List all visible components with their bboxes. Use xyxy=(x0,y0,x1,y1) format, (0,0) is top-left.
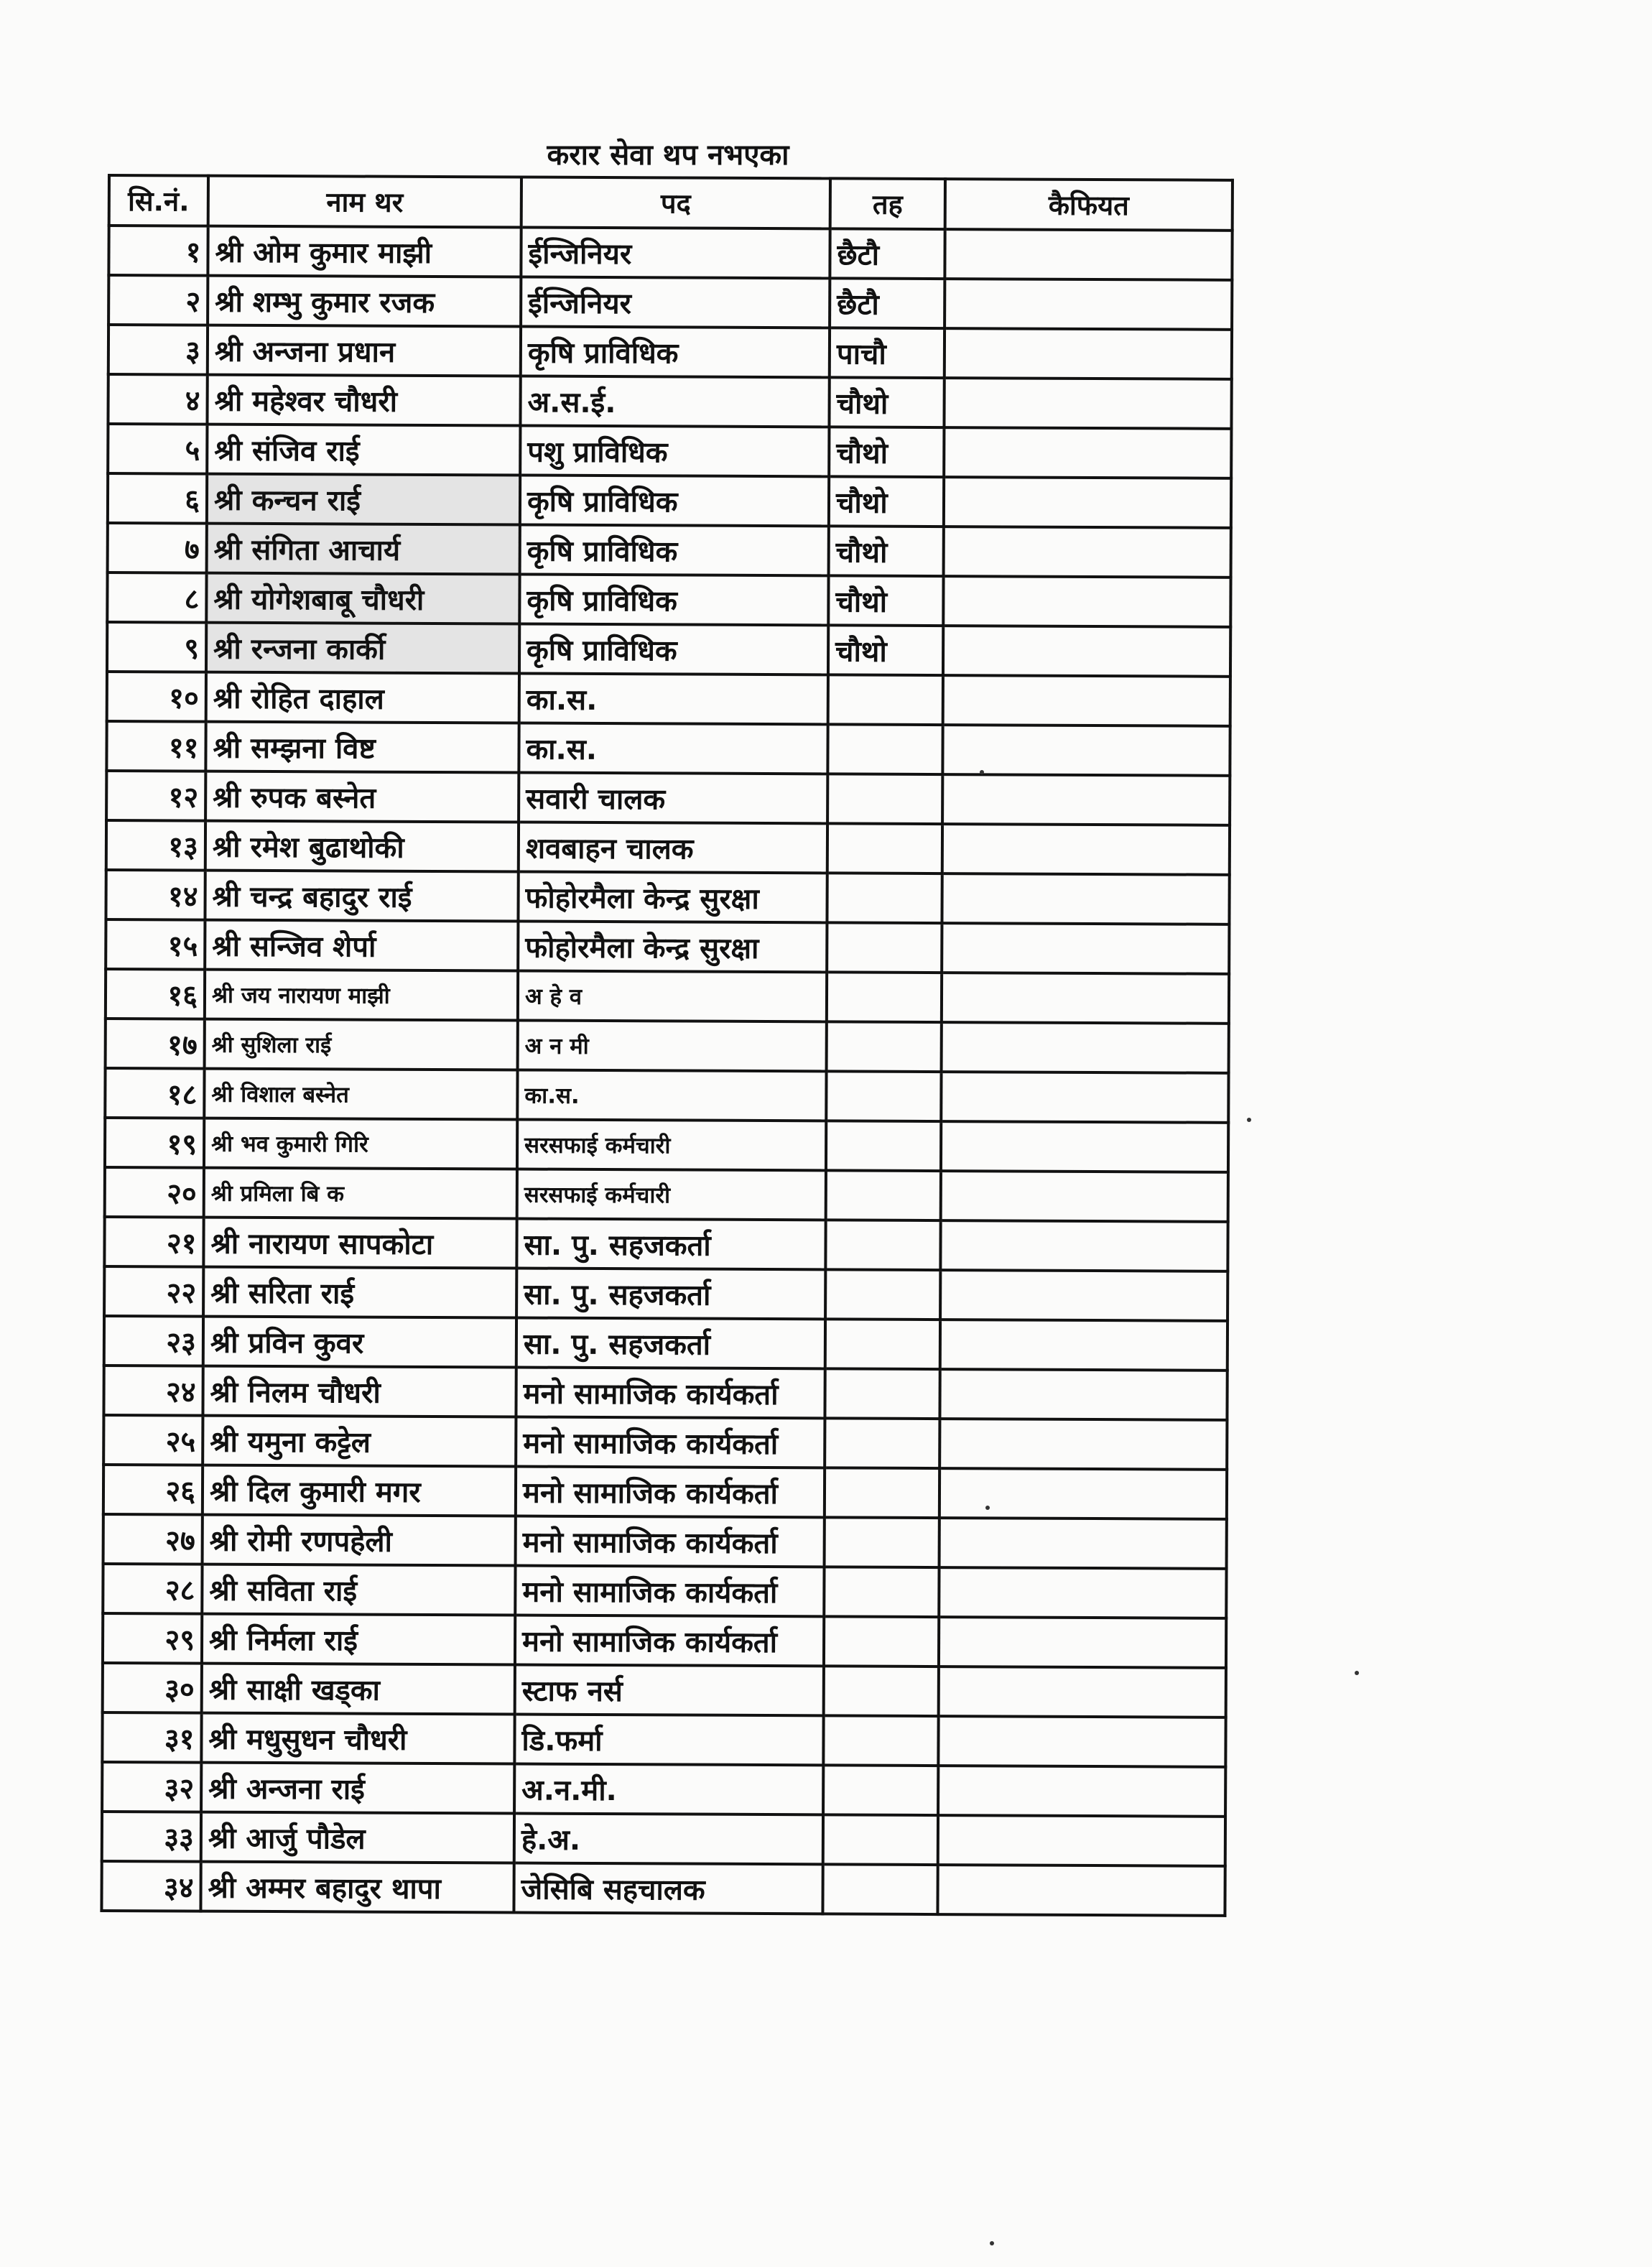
serial-number-cell: २९ xyxy=(103,1613,202,1664)
table-row xyxy=(103,1465,1227,1519)
level-cell xyxy=(827,873,942,923)
serial-number-cell: ६ xyxy=(108,473,207,524)
post-cell: सा. पु. सहजकर्ता xyxy=(516,1317,825,1368)
table-row xyxy=(103,1415,1227,1470)
remarks-cell xyxy=(941,1121,1228,1172)
name-cell: श्री अम्मर बहादुर थापा xyxy=(200,1862,514,1913)
name-cell: श्री नारायण सापकोटा xyxy=(203,1218,516,1269)
name-cell: श्री रन्जना कार्की xyxy=(206,623,519,674)
remarks-cell xyxy=(944,427,1231,478)
remarks-cell xyxy=(938,1815,1225,1866)
serial-number-cell: १३ xyxy=(106,820,205,871)
serial-number-cell: ३ xyxy=(108,325,208,375)
level-cell xyxy=(823,1715,938,1766)
level-cell xyxy=(824,1616,939,1666)
name-cell: श्री अन्जना राई xyxy=(201,1763,514,1814)
post-cell: हे.अ. xyxy=(514,1813,823,1864)
level-cell: छैटौ xyxy=(830,228,945,279)
header-name: नाम थर xyxy=(208,176,521,228)
serial-number-cell: ७ xyxy=(108,523,207,573)
header-post: पद xyxy=(521,177,830,229)
table-row xyxy=(103,1564,1226,1618)
serial-number-cell: २५ xyxy=(103,1415,203,1465)
remarks-cell xyxy=(942,725,1230,776)
serial-number-cell: २३ xyxy=(104,1316,203,1366)
serial-number-cell: ४ xyxy=(108,374,207,425)
serial-number-cell: १६ xyxy=(106,969,205,1019)
header-level: तह xyxy=(830,178,945,229)
serial-number-cell: २ xyxy=(108,275,208,325)
post-cell: मनो सामाजिक कार्यकर्ता xyxy=(516,1417,825,1468)
level-cell xyxy=(828,674,943,725)
remarks-cell xyxy=(941,1171,1228,1222)
post-cell: सा. पु. सहजकर्ता xyxy=(516,1268,825,1319)
serial-number-cell: १७ xyxy=(106,1019,205,1069)
serial-number-cell: ११ xyxy=(106,721,205,771)
table-row xyxy=(107,622,1230,677)
remarks-cell xyxy=(943,576,1230,627)
level-cell xyxy=(827,774,942,824)
level-cell xyxy=(826,1121,941,1171)
level-cell: चौथो xyxy=(829,526,944,576)
serial-number-cell: १० xyxy=(107,672,206,722)
name-cell: श्री संजिव राई xyxy=(207,425,520,476)
level-cell xyxy=(824,1666,939,1716)
post-cell: जेसिबि सहचालक xyxy=(514,1863,822,1914)
level-cell xyxy=(827,823,942,873)
remarks-cell xyxy=(945,328,1232,379)
remarks-cell xyxy=(942,973,1229,1024)
name-cell: श्री जय नारायण माझी xyxy=(205,970,518,1021)
level-cell xyxy=(825,1269,940,1320)
serial-number-cell: ३४ xyxy=(101,1861,200,1911)
table-row xyxy=(106,820,1230,875)
remarks-cell xyxy=(943,675,1230,726)
serial-number-cell: ३१ xyxy=(102,1712,201,1763)
remarks-cell xyxy=(942,873,1229,924)
name-cell: श्री सम्झना विष्ट xyxy=(205,722,519,773)
remarks-cell xyxy=(942,1022,1229,1073)
serial-number-cell: ३३ xyxy=(102,1812,201,1862)
name-cell: श्री कन्चन राई xyxy=(207,474,520,525)
scan-speck xyxy=(1355,1671,1359,1675)
name-cell: श्री प्रमिला बि क xyxy=(204,1168,517,1219)
table-row xyxy=(104,1217,1228,1271)
table-row xyxy=(107,572,1230,627)
name-cell: श्री सविता राई xyxy=(202,1564,515,1615)
post-cell: स्टाफ नर्स xyxy=(515,1664,824,1715)
post-cell: सा. पु. सहजकर्ता xyxy=(516,1218,825,1269)
level-cell: चौथो xyxy=(829,476,944,527)
serial-number-cell: २४ xyxy=(103,1366,203,1416)
level-cell: पाचौ xyxy=(830,328,945,378)
name-cell: श्री मधुसुधन चौधरी xyxy=(201,1713,514,1764)
name-cell: श्री भव कुमारी गिरि xyxy=(204,1118,517,1169)
post-cell: मनो सामाजिक कार्यकर्ता xyxy=(516,1466,825,1517)
table-row xyxy=(101,1861,1225,1916)
post-cell: ईन्जिनियर xyxy=(521,277,830,328)
name-cell: श्री निलम चौधरी xyxy=(203,1366,516,1417)
remarks-cell xyxy=(937,1865,1225,1916)
post-cell: का.स. xyxy=(519,674,828,725)
remarks-cell xyxy=(939,1369,1227,1420)
name-cell: श्री शम्भु कुमार रजक xyxy=(208,276,521,327)
name-cell: श्री यमुना कट्टेल xyxy=(203,1416,516,1467)
table-row xyxy=(102,1712,1225,1767)
level-cell xyxy=(825,1517,939,1567)
post-cell: अ न मी xyxy=(518,1021,827,1072)
remarks-cell xyxy=(944,527,1231,578)
table-row xyxy=(108,424,1231,478)
post-cell: अ.स.ई. xyxy=(520,376,829,427)
post-cell: फोहोरमैला केन्द्र सुरक्षा xyxy=(518,872,827,923)
level-cell xyxy=(825,1319,940,1369)
table-row xyxy=(105,1167,1228,1222)
post-cell: डि.फर्मा xyxy=(514,1714,823,1765)
post-cell: कृषि प्राविधिक xyxy=(519,624,828,675)
remarks-cell xyxy=(939,1617,1226,1668)
level-cell xyxy=(825,1368,939,1419)
table-header-row xyxy=(109,175,1233,231)
table-row xyxy=(108,275,1232,330)
table-row xyxy=(103,1613,1226,1668)
post-cell: ईन्जिनियर xyxy=(521,228,830,279)
serial-number-cell: १४ xyxy=(106,870,205,920)
table-row xyxy=(108,523,1231,578)
scan-speck xyxy=(985,1506,990,1510)
table-row xyxy=(102,1812,1225,1866)
post-cell: अ.न.मी. xyxy=(514,1763,823,1814)
name-cell: श्री रमेश बुढाथोकी xyxy=(205,821,519,872)
remarks-cell xyxy=(945,279,1232,330)
name-cell: श्री आर्जु पौडेल xyxy=(201,1812,514,1863)
post-cell: का.स. xyxy=(519,723,827,774)
level-cell xyxy=(822,1864,937,1914)
table-row xyxy=(108,473,1231,528)
table-row xyxy=(106,1019,1229,1073)
table-row xyxy=(106,969,1229,1024)
remarks-cell xyxy=(940,1270,1228,1321)
remarks-cell xyxy=(939,1419,1227,1470)
remarks-cell xyxy=(939,1666,1226,1717)
remarks-cell xyxy=(940,1220,1228,1271)
name-cell: श्री रुपक बस्नेत xyxy=(205,771,519,822)
header-remarks: कैफियत xyxy=(945,179,1233,231)
post-cell: कृषि प्राविधिक xyxy=(520,476,829,527)
name-cell: श्री दिल कुमारी मगर xyxy=(203,1465,516,1516)
remarks-cell xyxy=(942,923,1229,974)
name-cell: श्री सुशिला राई xyxy=(205,1019,518,1070)
table-row xyxy=(103,1366,1227,1420)
serial-number-cell: १ xyxy=(108,226,208,276)
staff-table xyxy=(100,174,1234,1917)
remarks-cell xyxy=(942,774,1230,825)
level-cell: चौथो xyxy=(828,575,943,626)
name-cell: श्री साक्षी खड्का xyxy=(202,1664,515,1715)
serial-number-cell: २२ xyxy=(104,1266,203,1317)
serial-number-cell: ३२ xyxy=(102,1762,201,1812)
name-cell: श्री निर्मला राई xyxy=(202,1614,515,1665)
serial-number-cell: १२ xyxy=(106,771,205,821)
name-cell: श्री महेश्वर चौधरी xyxy=(207,375,520,426)
level-cell xyxy=(826,1071,941,1121)
table-body xyxy=(101,226,1232,1916)
remarks-cell xyxy=(938,1766,1225,1817)
post-cell: सरसफाई कर्मचारी xyxy=(517,1169,826,1220)
name-cell: श्री संगिता आचार्य xyxy=(207,524,520,575)
serial-number-cell: १८ xyxy=(105,1068,204,1118)
scan-speck xyxy=(990,2241,994,2245)
serial-number-cell: १५ xyxy=(106,919,205,970)
table-row xyxy=(108,374,1231,429)
remarks-cell xyxy=(939,1567,1226,1618)
remarks-cell xyxy=(945,229,1232,280)
level-cell: चौथो xyxy=(828,625,943,675)
table-row xyxy=(103,1514,1227,1569)
name-cell: श्री चन्द्र बहादुर राई xyxy=(205,871,518,922)
level-cell: छैटौ xyxy=(830,278,945,328)
remarks-cell xyxy=(939,1468,1227,1519)
table-row xyxy=(106,870,1229,924)
serial-number-cell: २६ xyxy=(103,1465,203,1515)
document-title: करार सेवा थप नभएका xyxy=(547,139,789,172)
post-cell: अ हे व xyxy=(518,971,827,1022)
serial-number-cell: ५ xyxy=(108,424,207,474)
name-cell: श्री सरिता राई xyxy=(203,1267,516,1318)
post-cell: सवारी चालक xyxy=(519,773,827,824)
level-cell: चौथो xyxy=(829,377,944,427)
serial-number-cell: २८ xyxy=(103,1564,202,1614)
post-cell: मनो सामाजिक कार्यकर्ता xyxy=(515,1615,824,1666)
level-cell xyxy=(824,1567,939,1617)
level-cell xyxy=(823,1765,938,1815)
level-cell: चौथो xyxy=(829,427,944,477)
serial-number-cell: २० xyxy=(105,1167,204,1218)
header-serial-number: सि.नं. xyxy=(109,175,208,226)
table-row xyxy=(107,672,1230,726)
table-row xyxy=(102,1762,1225,1817)
table-row xyxy=(106,721,1230,776)
remarks-cell xyxy=(942,824,1230,875)
post-cell: शवबाहन चालक xyxy=(519,822,827,873)
name-cell: श्री रोमी रणपहेली xyxy=(203,1515,516,1566)
remarks-cell xyxy=(943,626,1230,677)
name-cell: श्री योगेशबाबू चौधरी xyxy=(206,573,519,624)
name-cell: श्री अन्जना प्रधान xyxy=(208,325,521,376)
post-cell: मनो सामाजिक कार्यकर्ता xyxy=(516,1516,825,1567)
post-cell: मनो सामाजिक कार्यकर्ता xyxy=(516,1367,825,1418)
level-cell xyxy=(827,1021,942,1072)
level-cell xyxy=(827,922,942,973)
serial-number-cell: ९ xyxy=(107,622,206,672)
post-cell: फोहोरमैला केन्द्र सुरक्षा xyxy=(518,922,827,973)
table-row xyxy=(106,919,1229,974)
name-cell: श्री ओम कुमार माझी xyxy=(208,226,521,277)
table-row xyxy=(106,771,1230,825)
level-cell xyxy=(826,1170,941,1220)
table-row xyxy=(108,226,1232,280)
post-cell: मनो सामाजिक कार्यकर्ता xyxy=(515,1565,824,1616)
level-cell xyxy=(825,1468,939,1518)
post-cell: कृषि प्राविधिक xyxy=(519,575,828,626)
table-row xyxy=(104,1316,1228,1371)
serial-number-cell: २१ xyxy=(104,1217,203,1267)
level-cell xyxy=(823,1814,938,1865)
level-cell xyxy=(825,1220,940,1270)
name-cell: श्री विशाल बस्नेत xyxy=(204,1069,517,1120)
post-cell: का.स. xyxy=(517,1070,826,1121)
table-row xyxy=(105,1068,1228,1123)
table-row xyxy=(108,325,1232,379)
serial-number-cell: ३० xyxy=(103,1663,202,1713)
remarks-cell xyxy=(944,477,1231,528)
serial-number-cell: ८ xyxy=(107,572,206,623)
level-cell xyxy=(825,1418,939,1468)
post-cell: पशु प्राविधिक xyxy=(520,426,829,477)
level-cell xyxy=(827,972,942,1022)
remarks-cell xyxy=(939,1518,1227,1569)
name-cell: श्री रोहित दाहाल xyxy=(206,672,519,723)
table-row xyxy=(103,1663,1226,1717)
post-cell: कृषि प्राविधिक xyxy=(521,327,830,378)
serial-number-cell: २७ xyxy=(103,1514,203,1564)
table-row xyxy=(105,1118,1228,1172)
remarks-cell xyxy=(940,1320,1228,1371)
remarks-cell xyxy=(938,1716,1225,1767)
post-cell: सरसफाई कर्मचारी xyxy=(517,1120,826,1171)
serial-number-cell: १९ xyxy=(105,1118,204,1168)
name-cell: श्री सन्जिव शेर्पा xyxy=(205,920,518,971)
scan-speck xyxy=(1247,1118,1251,1122)
scan-speck xyxy=(980,770,984,774)
remarks-cell xyxy=(941,1072,1228,1123)
name-cell: श्री प्रविन कुवर xyxy=(203,1317,516,1368)
level-cell xyxy=(827,724,942,774)
remarks-cell xyxy=(944,378,1231,429)
table-row xyxy=(104,1266,1228,1321)
post-cell: कृषि प्राविधिक xyxy=(520,525,829,576)
